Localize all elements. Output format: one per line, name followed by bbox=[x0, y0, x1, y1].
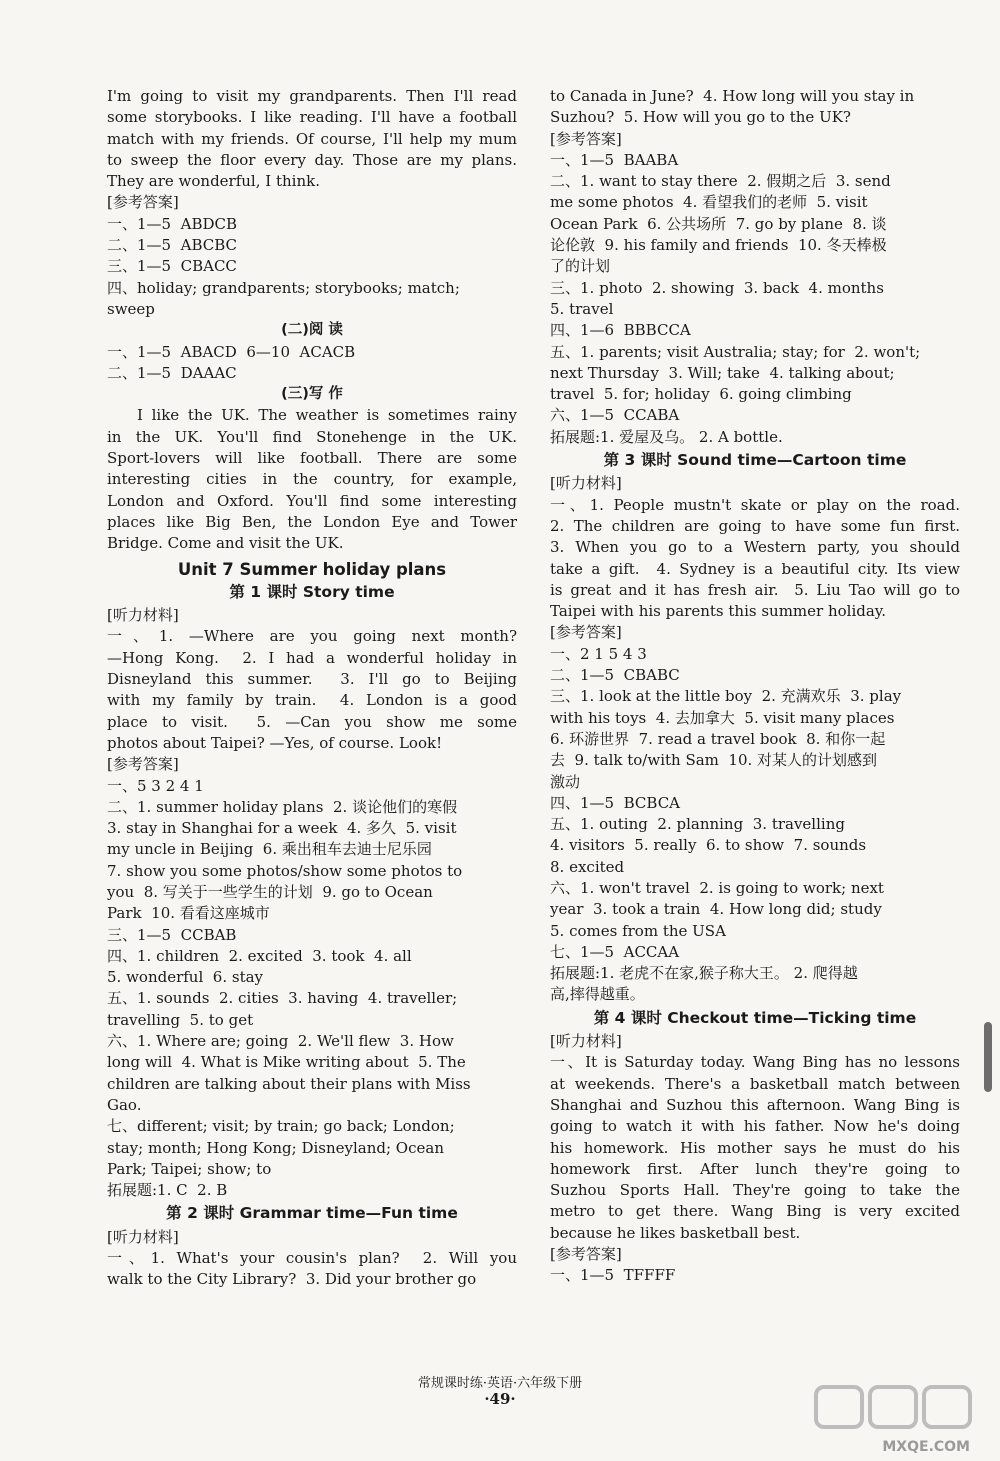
listening-line: —Hong Kong. 2. I had a wonderful holiday in bbox=[107, 648, 517, 667]
answers-block bbox=[550, 644, 960, 1006]
paragraph-line: Bridge. Come and visit the UK. bbox=[107, 534, 344, 553]
intro-paragraph bbox=[107, 86, 517, 192]
reading-section-title: (二)阅 读 bbox=[281, 322, 343, 339]
answer-line: 去 9. talk to/with Sam 10. 对某人的计划感到 bbox=[550, 751, 878, 770]
answer-line: 一、1—5 ABACD 6—10 ACACB bbox=[107, 342, 356, 361]
listening-line: with my family by train. 4. London is a good bbox=[107, 691, 517, 710]
right-column bbox=[550, 86, 960, 1287]
reading-answers bbox=[107, 342, 517, 385]
answer-line: 5. travel bbox=[550, 299, 614, 318]
answer-line: 激动 bbox=[550, 772, 581, 791]
answer-line: you 8. 写关于一些学生的计划 9. go to Ocean bbox=[107, 882, 433, 901]
listening-line: 一、It is Saturday today. Wang Bing has no lessons bbox=[550, 1053, 960, 1072]
answer-line: 二、1—5 DAAAC bbox=[107, 363, 237, 382]
answer-line: 六、1—5 CCABA bbox=[550, 406, 680, 425]
answer-line: 三、1—5 CCBAB bbox=[107, 925, 237, 944]
answer-line: 六、1. won't travel 2. is going to work; next bbox=[550, 878, 884, 897]
answer-line: 7. show you some photos/show some photos to bbox=[107, 861, 463, 880]
paragraph-line: Sport-lovers will like football. There are some bbox=[107, 449, 517, 468]
listening-line: Disneyland this summer. 3. I'll go to Beijing bbox=[107, 670, 517, 689]
answer-line: 了的计划 bbox=[550, 257, 611, 276]
answer-line: 五、1. outing 2. planning 3. travelling bbox=[550, 815, 845, 834]
answer-line: 四、1—5 BCBCA bbox=[550, 793, 681, 812]
listening-line: at weekends. There's a basketball match between bbox=[550, 1074, 960, 1093]
listening-line: 2. The children are going to have some fun first. bbox=[550, 516, 960, 535]
paragraph-line: match with my friends. Of course, I'll help my mum bbox=[107, 129, 517, 148]
listening-line: photos about Taipei? —Yes, of course. Look! bbox=[107, 733, 443, 752]
answer-line: 四、1. children 2. excited 3. took 4. all bbox=[107, 946, 412, 965]
unit-title: Unit 7 Summer holiday plans bbox=[177, 559, 447, 579]
paragraph-line: I'm going to visit my grandparents. Then I'll read bbox=[107, 87, 517, 105]
answer-line: Park; Taipei; show; to bbox=[107, 1159, 272, 1178]
answers-block bbox=[107, 214, 517, 320]
answer-line: me some photos 4. 看望我们的老师 5. visit bbox=[550, 193, 868, 212]
answer-line: 8. excited bbox=[550, 857, 625, 876]
listening-label: [听力材料] bbox=[550, 1032, 622, 1051]
answers-block bbox=[107, 776, 517, 1202]
answer-line: Park 10. 看看这座城市 bbox=[107, 904, 270, 923]
answer-line: next Thursday 3. Will; take 4. talking about; bbox=[550, 363, 895, 382]
listening-line: 一、1. What's your cousin's plan? 2. Will you bbox=[107, 1249, 517, 1268]
answer-line: 一、1—5 ABDCB bbox=[107, 214, 238, 233]
answer-line: 二、1—5 ABCBC bbox=[107, 236, 238, 255]
answer-line: 4. visitors 5. really 6. to show 7. sounds bbox=[550, 836, 867, 855]
listening-line: going to watch it with his father. Now he's doing bbox=[550, 1117, 960, 1136]
listening-label: [听力材料] bbox=[107, 606, 179, 625]
answer-line: 五、1. sounds 2. cities 3. having 4. traveller; bbox=[107, 989, 458, 1008]
paragraph-line: some storybooks. I like reading. I'll have a football bbox=[107, 108, 517, 127]
listening-line: homework first. After lunch they're going to bbox=[550, 1159, 960, 1178]
listening-line: take a gift. 4. Sydney is a beautiful city. Its view bbox=[550, 559, 960, 578]
answer-line: 拓展题:1. 爱屋及乌。 2. A bottle. bbox=[550, 427, 783, 446]
answer-line: sweep bbox=[107, 299, 155, 318]
answer-line: 3. stay in Shanghai for a week 4. 多久 5. visit bbox=[107, 819, 457, 838]
answer-line: with his toys 4. 去加拿大 5. visit many places bbox=[550, 708, 895, 727]
listening-line: to Canada in June? 4. How long will you stay in bbox=[550, 87, 915, 105]
watermark-text: MXQE.COM bbox=[882, 1439, 970, 1455]
answers-label: [参考答案] bbox=[550, 623, 622, 642]
answer-line: long will 4. What is Mike writing about 5. The bbox=[107, 1053, 466, 1072]
listening-line: Suzhou? 5. How will you go to the UK? bbox=[550, 108, 851, 127]
answers-label: [参考答案] bbox=[550, 1245, 622, 1264]
answer-line: 一、5 3 2 4 1 bbox=[107, 776, 204, 795]
listening-line: metro to get there. Wang Bing is very excited bbox=[550, 1202, 960, 1221]
writing-sample bbox=[107, 405, 517, 554]
answer-line: 七、1—5 ACCAA bbox=[550, 942, 680, 961]
answer-line: 二、1. want to stay there 2. 假期之后 3. send bbox=[550, 172, 891, 191]
answer-line: 五、1. parents; visit Australia; stay; for 2. won't; bbox=[550, 342, 921, 361]
answer-line: 6. 环游世界 7. read a travel book 8. 和你一起 bbox=[550, 729, 886, 748]
answer-line: 一、1—5 BAABA bbox=[550, 150, 679, 169]
paragraph-line: I like the UK. The weather is sometimes rainy bbox=[137, 406, 517, 425]
answer-line: 一、1—5 TFFFF bbox=[550, 1266, 676, 1285]
answer-line: stay; month; Hong Kong; Disneyland; Ocean bbox=[107, 1138, 444, 1157]
listening-line: because he likes basketball best. bbox=[550, 1223, 801, 1242]
answer-line: 四、1—6 BBBCCA bbox=[550, 321, 691, 340]
paragraph-line: They are wonderful, I think. bbox=[107, 172, 320, 191]
answer-line: 5. comes from the USA bbox=[550, 921, 726, 940]
listening-material bbox=[107, 626, 517, 754]
answer-line: 拓展题:1. C 2. B bbox=[107, 1181, 228, 1200]
listening-material bbox=[550, 1052, 960, 1244]
answers-label: [参考答案] bbox=[550, 129, 622, 148]
listening-line: 一、1. —Where are you going next month? bbox=[107, 627, 517, 646]
answer-line: 5. wonderful 6. stay bbox=[107, 968, 264, 987]
listening-line: Shanghai and Suzhou this afternoon. Wang Bing is bbox=[550, 1095, 960, 1114]
listening-line: Suzhou Sports Hall. They're going to take the bbox=[550, 1181, 960, 1200]
scan-margin-mark bbox=[984, 1022, 992, 1092]
answer-line: 七、different; visit; by train; go back; London; bbox=[107, 1117, 455, 1136]
paragraph-line: London and Oxford. You'll find some interesting bbox=[107, 491, 517, 510]
listening-label: [听力材料] bbox=[107, 1227, 179, 1246]
paragraph-line: to sweep the floor every day. Those are my plans. bbox=[107, 150, 517, 169]
left-column bbox=[107, 86, 517, 1291]
answer-line: 三、1. photo 2. showing 3. back 4. months bbox=[550, 278, 884, 297]
answer-line: year 3. took a train 4. How long did; study bbox=[550, 900, 882, 919]
answer-line: 四、holiday; grandparents; storybooks; match; bbox=[107, 278, 460, 297]
answers-label: [参考答案] bbox=[107, 755, 179, 774]
answer-line: 三、1—5 CBACC bbox=[107, 257, 237, 276]
answer-line: 拓展题:1. 老虎不在家,猴子称大王。 2. 爬得越 bbox=[550, 964, 858, 983]
lesson-title: 第 3 课时 Sound time—Cartoon time bbox=[603, 451, 907, 470]
answer-line: 三、1. look at the little boy 2. 充满欢乐 3. play bbox=[550, 687, 902, 706]
listening-line: place to visit. 5. —Can you show me some bbox=[107, 712, 517, 731]
footer-book-title: 常规课时练·英语·六年级下册 bbox=[417, 1376, 583, 1391]
listening-material-continued bbox=[550, 86, 960, 129]
listening-line: 3. When you go to a Western party, you should bbox=[550, 538, 960, 557]
lesson-title: 第 2 课时 Grammar time—Fun time bbox=[166, 1204, 458, 1223]
answer-line: 二、1. summer holiday plans 2. 谈论他们的寒假 bbox=[107, 797, 458, 816]
answer-line: 二、1—5 CBABC bbox=[550, 666, 680, 685]
answer-line: Gao. bbox=[107, 1095, 142, 1114]
listening-line: Taipei with his parents this summer holiday. bbox=[550, 602, 887, 621]
answer-line: Ocean Park 6. 公共场所 7. go by plane 8. 谈 bbox=[550, 214, 887, 233]
paragraph-line: interesting cities in the country, for example, bbox=[107, 470, 517, 489]
listening-material bbox=[107, 1248, 517, 1291]
paragraph-line: in the UK. You'll find Stonehenge in the UK. bbox=[107, 427, 517, 446]
answer-line: 论伦敦 9. his family and friends 10. 冬天棒极 bbox=[550, 236, 887, 255]
paragraph-line: places like Big Ben, the London Eye and Tower bbox=[107, 512, 517, 531]
answers-label: [参考答案] bbox=[107, 193, 179, 212]
answer-line: 高,摔得越重。 bbox=[550, 985, 645, 1004]
lesson-title: 第 4 课时 Checkout time—Ticking time bbox=[593, 1008, 917, 1027]
answer-line: travelling 5. to get bbox=[107, 1010, 254, 1029]
listening-material bbox=[550, 495, 960, 623]
answers-block bbox=[550, 1265, 960, 1286]
answer-line: 六、1. Where are; going 2. We'll flew 3. How bbox=[107, 1032, 454, 1051]
listening-line: walk to the City Library? 3. Did your brother go bbox=[107, 1270, 477, 1289]
writing-section-title: (三)写 作 bbox=[281, 386, 343, 403]
answer-line: my uncle in Beijing 6. 乘出租车去迪士尼乐园 bbox=[107, 840, 432, 859]
listening-line: is great and it has fresh air. 5. Liu Tao will go to bbox=[550, 580, 960, 599]
page-number: ·49· bbox=[484, 1390, 516, 1408]
listening-label: [听力材料] bbox=[550, 474, 622, 493]
answer-line: children are talking about their plans with Miss bbox=[107, 1074, 471, 1093]
listening-line: 一、1. People mustn't skate or play on the road. bbox=[550, 495, 960, 514]
answer-line: travel 5. for; holiday 6. going climbing bbox=[550, 385, 852, 404]
lesson-title: 第 1 课时 Story time bbox=[229, 582, 395, 601]
listening-line: his homework. His mother says he must do his bbox=[550, 1138, 960, 1157]
answers-block bbox=[550, 150, 960, 448]
answer-line: 一、2 1 5 4 3 bbox=[550, 644, 647, 663]
